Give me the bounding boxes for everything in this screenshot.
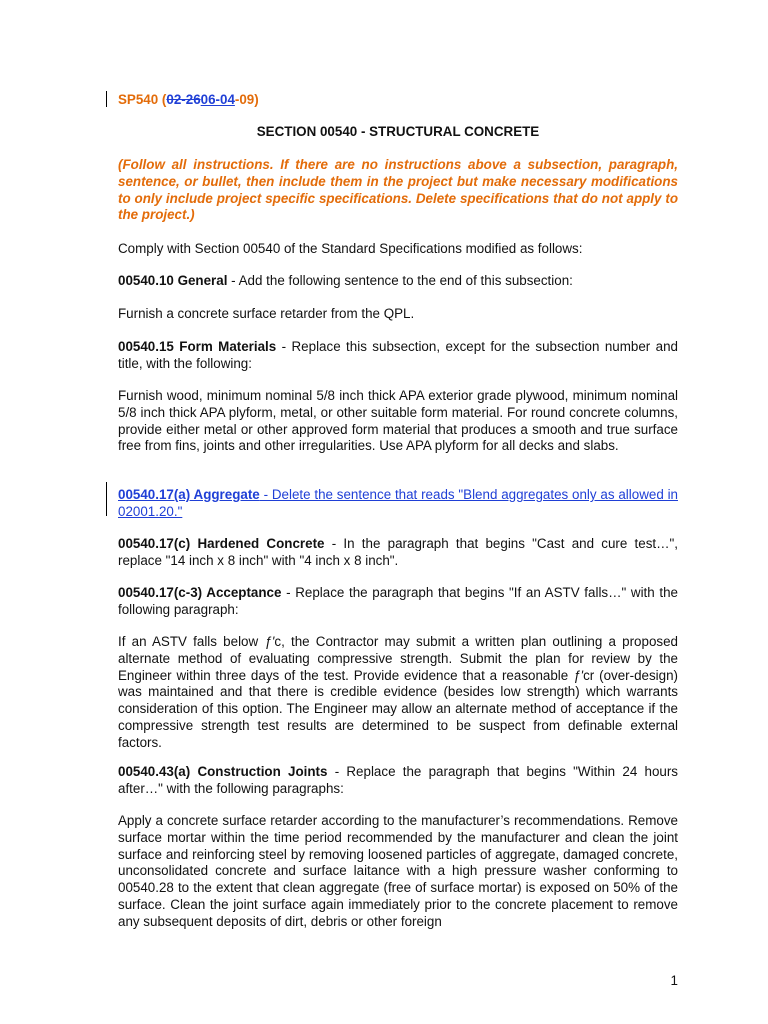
body-paragraph-astv: [118, 634, 678, 752]
subsection-text: - Replace the paragraph that begins "Within 24 hours after…" with the following paragraphs:: [118, 764, 678, 796]
page-number: 1: [670, 973, 678, 988]
fc-symbol: ƒ': [264, 634, 275, 649]
instructions-note: (Follow all instructions. If there are no instructions above a subsection, paragraph, sentence, or bullet, then include them in the project but make necessary modifications to only include project specific specifications. Delete specifications that do not apply to the project.): [118, 157, 678, 223]
subsection-text: - Replace this subsection, except for the subsection number and title, with the following:: [118, 339, 678, 371]
subsection-heading: 00540.17(c) Hardened Concrete: [118, 536, 325, 551]
subsection-text: - Add the following sentence to the end of this subsection:: [227, 273, 573, 288]
spec-prefix: SP540 (: [118, 92, 167, 107]
spec-suffix: -09): [234, 92, 259, 107]
subsection-00540-17c: [118, 536, 678, 570]
subsection-heading: 00540.10 General: [118, 273, 228, 288]
subsection-00540-10: [118, 273, 678, 290]
inserted-date: 06-04: [200, 92, 235, 107]
change-bar-aggregate: [106, 482, 107, 516]
body-paragraph: Furnish wood, minimum nominal 5/8 inch thick APA exterior grade plywood, minimum nominal 5/8 inch thick APA plyform, metal, or other suitable form material. For round concrete columns, provide either metal or other approved form material that produces a smooth and true surface free from fins, joints and other irregularities. Use APA plyform for all decks and slabs.: [118, 388, 678, 454]
body-paragraph: Furnish a concrete surface retarder from the QPL.: [118, 306, 415, 321]
subsection-00540-15: [118, 339, 678, 373]
astv-text-1: If an ASTV falls below: [118, 634, 265, 649]
section-title: SECTION 00540 - STRUCTURAL CONCRETE: [256, 124, 540, 139]
subsection-text: - In the paragraph that begins "Cast and cure test…", replace "14 inch x 8 inch" with "4 inch x 8 inch".: [118, 536, 678, 568]
change-bar-header: [106, 91, 107, 107]
subsection-text: - Replace the paragraph that begins "If an ASTV falls…" with the following paragraph:: [118, 585, 678, 617]
body-paragraph-joints: Apply a concrete surface retarder according to the manufacturer’s recommendations. Remove surface mortar within the time period recommended by the manufacturer and clean the joint surface and reinforcing steel by removing loosened particles of aggregate, damaged concrete, unconsolidated concrete and surface laitance with a high pressure washer conforming to 00540.28 to the extent that clean aggregate (free of surface mortar) is exposed on 50% of the surface. Clean the joint surface again immediately prior to the concrete placement to remove any subsequent deposits of dirt, debris or other foreign: [118, 813, 678, 929]
subsection-text: - Delete the sentence that reads "Blend aggregates only as allowed in 02001.20.": [118, 487, 678, 519]
subsection-00540-17a: [118, 487, 678, 521]
astv-text-2: c, the Contractor may submit a written plan outlining a proposed alternate method of evaluating compressive strength. Submit the plan for review by the Engineer within three days of the test. Provide evidence that a reasonable: [118, 634, 678, 683]
deleted-date: 02-26: [166, 92, 201, 107]
subsection-heading: 00540.17(a) Aggregate: [118, 487, 260, 502]
subsection-heading: 00540.43(a) Construction Joints: [118, 764, 328, 779]
subsection-heading: 00540.15 Form Materials: [118, 339, 277, 354]
astv-text-3: cr (over-design) was maintained and that there is credible evidence (besides low strength) which warrants consideration of this option. The Engineer may allow an alternate method of acceptance if the compressive strength test results are determined to be suspect from definable external factors.: [118, 667, 679, 750]
intro-paragraph: Comply with Section 00540 of the Standard Specifications modified as follows:: [118, 241, 583, 256]
fcr-symbol: ƒ': [573, 667, 584, 683]
spec-header: [118, 92, 678, 109]
subsection-00540-43a: [118, 764, 678, 798]
subsection-heading: 00540.17(c-3) Acceptance: [118, 585, 282, 600]
subsection-00540-17c3: [118, 585, 678, 619]
